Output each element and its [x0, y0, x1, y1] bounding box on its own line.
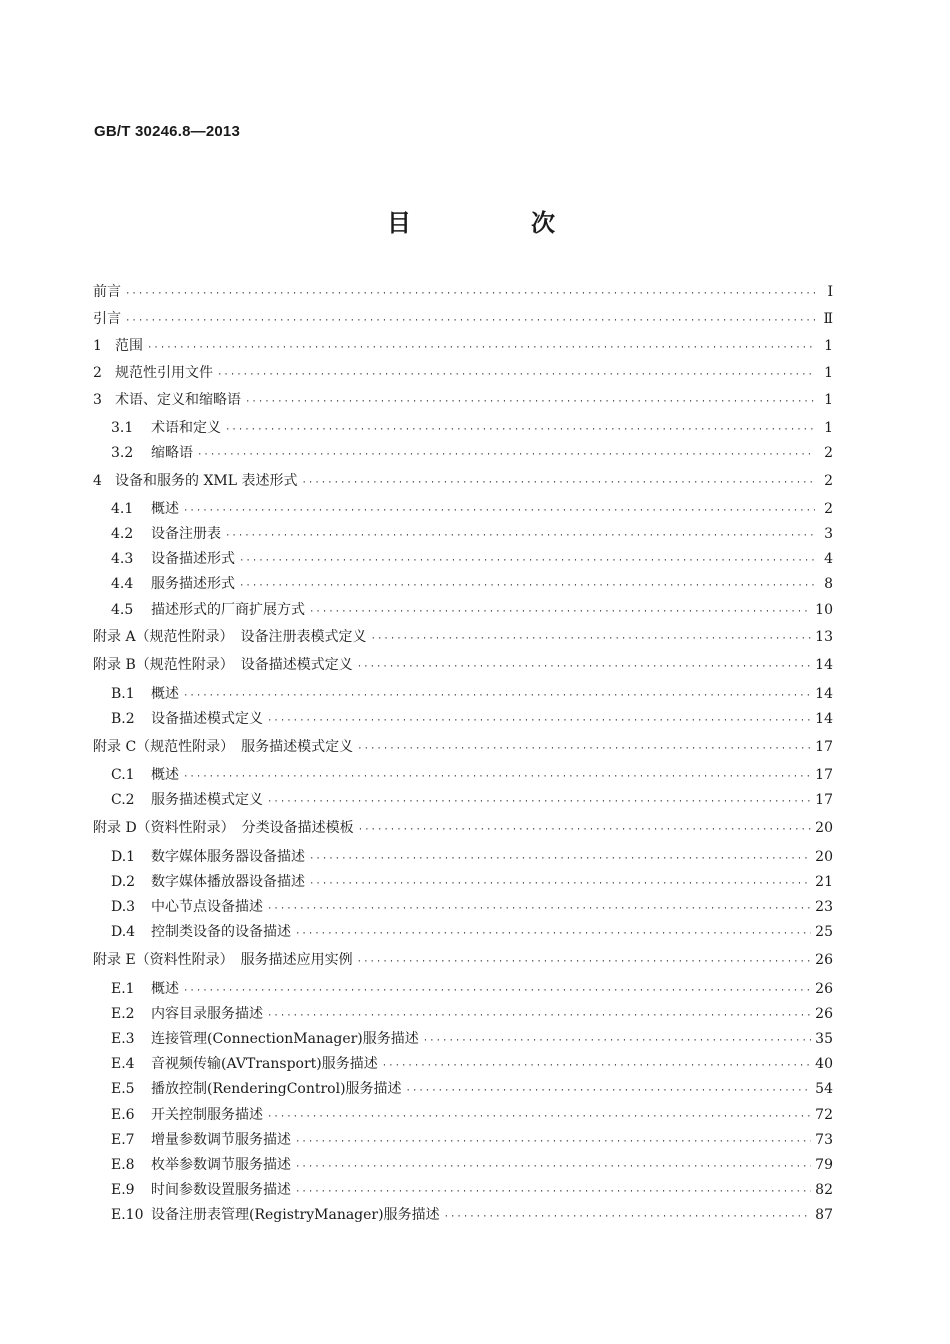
- toc-entry[interactable]: [93, 391, 833, 409]
- toc-entry[interactable]: [93, 1206, 833, 1224]
- toc-entry-page: Ⅱ: [823, 311, 833, 327]
- toc-entry-page: 26: [815, 1006, 833, 1022]
- toc-entry-title: 附录 A（规范性附录） 设备注册表模式定义: [93, 629, 367, 645]
- toc-entry-number: 3: [93, 392, 102, 408]
- toc-entry-title: 术语和定义: [151, 420, 221, 436]
- toc-entry-page: 23: [815, 899, 833, 915]
- toc-entry-number: E.8: [111, 1157, 135, 1173]
- toc-entry-title: 连接管理(ConnectionManager)服务描述: [151, 1031, 419, 1047]
- toc-entry-page: 14: [815, 657, 833, 673]
- toc-leader-dots: [295, 927, 811, 941]
- toc-entry-title: 中心节点设备描述: [151, 899, 263, 915]
- toc-leader-dots: [309, 852, 811, 866]
- toc-leader-dots: [125, 314, 815, 328]
- toc-entry-title: 开关控制服务描述: [151, 1107, 263, 1123]
- toc-leader-dots: [357, 660, 811, 674]
- toc-entry-title: 附录 D（资料性附录） 分类设备描述模板: [93, 820, 354, 836]
- toc-entry-page: 17: [815, 767, 833, 783]
- toc-entry-title: 数字媒体服务器设备描述: [151, 849, 305, 865]
- toc-entry[interactable]: [93, 710, 833, 728]
- toc-leader-dots: [382, 1059, 811, 1073]
- toc-entry-title: 概述: [151, 767, 179, 783]
- toc-entry-page: 17: [815, 792, 833, 808]
- toc-entry-number: E.7: [111, 1132, 135, 1148]
- toc-leader-dots: [309, 877, 811, 891]
- toc-entry-page: 14: [815, 711, 833, 727]
- toc-entry[interactable]: [93, 1080, 833, 1098]
- toc-entry[interactable]: [93, 1106, 833, 1124]
- toc-entry-title: 设备注册表: [151, 526, 221, 542]
- toc-entry[interactable]: [93, 364, 833, 382]
- toc-entry-title: 数字媒体播放器设备描述: [151, 874, 305, 890]
- toc-entry[interactable]: [93, 766, 833, 784]
- toc-leader-dots: [183, 504, 815, 518]
- toc-entry-page: 73: [815, 1132, 833, 1148]
- toc-entry[interactable]: [93, 791, 833, 809]
- toc-entry-title: 概述: [151, 981, 179, 997]
- toc-entry-number: E.5: [111, 1081, 135, 1097]
- toc-entry[interactable]: [93, 951, 833, 969]
- toc-entry-number: 4.5: [111, 602, 134, 618]
- toc-entry[interactable]: [93, 1005, 833, 1023]
- toc-entry[interactable]: [93, 500, 833, 518]
- toc-entry-page: 1: [824, 420, 833, 436]
- toc-entry-title: 音视频传输(AVTransport)服务描述: [151, 1056, 378, 1072]
- toc-leader-dots: [295, 1135, 811, 1149]
- toc-leader-dots: [267, 795, 811, 809]
- toc-leader-dots: [197, 448, 815, 462]
- toc-entry[interactable]: [93, 1131, 833, 1149]
- toc-leader-dots: [239, 554, 815, 568]
- toc-entry[interactable]: [93, 656, 833, 674]
- toc-entry-number: 4.1: [111, 501, 134, 517]
- toc-entry-number: C.1: [111, 767, 135, 783]
- toc-entry-title: 附录 C（规范性附录） 服务描述模式定义: [93, 739, 354, 755]
- toc-entry-number: E.3: [111, 1031, 135, 1047]
- toc-entry-title: 时间参数设置服务描述: [151, 1182, 291, 1198]
- toc-entry-number: 3.1: [111, 420, 134, 436]
- toc-entry-title: 内容目录服务描述: [151, 1006, 263, 1022]
- toc-entry-number: E.2: [111, 1006, 135, 1022]
- toc-entry-page: 1: [824, 392, 833, 408]
- toc-leader-dots: [147, 341, 815, 355]
- toc-entry-title: 枚举参数调节服务描述: [151, 1157, 291, 1173]
- toc-entry-title: 附录 E（资料性附录） 服务描述应用实例: [93, 952, 353, 968]
- toc-leader-dots: [423, 1034, 811, 1048]
- toc-entry[interactable]: [93, 898, 833, 916]
- toc-leader-dots: [245, 395, 815, 409]
- toc-entry-page: 2: [824, 473, 833, 489]
- toc-entry-page: 35: [815, 1031, 833, 1047]
- toc-leader-dots: [357, 955, 812, 969]
- toc-entry-title: 前言: [93, 284, 121, 300]
- toc-entry[interactable]: [93, 1030, 833, 1048]
- toc-entry-page: 26: [815, 952, 833, 968]
- toc-entry-title: 规范性引用文件: [115, 365, 213, 381]
- toc-entry-number: 1: [93, 338, 102, 354]
- toc-entry-page: 79: [815, 1157, 833, 1173]
- toc-entry-number: E.6: [111, 1107, 135, 1123]
- toc-entry-number: B.1: [111, 686, 135, 702]
- toc-entry-title: 引言: [93, 311, 121, 327]
- toc-leader-dots: [309, 605, 811, 619]
- toc-leader-dots: [239, 579, 815, 593]
- toc-entry-page: 2: [824, 445, 833, 461]
- toc-leader-dots: [183, 689, 811, 703]
- toc-entry[interactable]: [93, 873, 833, 891]
- toc-entry[interactable]: [93, 472, 833, 490]
- toc-leader-dots: [444, 1210, 812, 1224]
- toc-entry-page: 20: [815, 849, 833, 865]
- toc-leader-dots: [217, 368, 815, 382]
- toc-entry-page: 82: [815, 1182, 833, 1198]
- toc-entry-page: 1: [824, 365, 833, 381]
- toc-leader-dots: [406, 1084, 812, 1098]
- toc-entry-number: 3.2: [111, 445, 134, 461]
- toc-leader-dots: [302, 476, 816, 490]
- toc-entry-number: 4.3: [111, 551, 134, 567]
- toc-entry-number: C.2: [111, 792, 135, 808]
- toc-entry[interactable]: [93, 1055, 833, 1073]
- toc-entry-title: 范围: [115, 338, 143, 354]
- toc-entry-page: 17: [815, 739, 833, 755]
- toc-entry[interactable]: [93, 819, 833, 837]
- document-id: GB/T 30246.8—2013: [94, 123, 240, 140]
- toc-entry-page: 1: [824, 338, 833, 354]
- toc-entry-page: 40: [815, 1056, 833, 1072]
- toc-leader-dots: [267, 714, 811, 728]
- toc-entry-title: 设备和服务的 XML 表述形式: [115, 473, 298, 489]
- toc-title: 目 次: [387, 208, 603, 237]
- toc-entry-page: 54: [815, 1081, 833, 1097]
- toc-entry-number: E.10: [111, 1207, 144, 1223]
- toc-entry-title: 设备描述模式定义: [151, 711, 263, 727]
- toc-entry[interactable]: [93, 575, 833, 593]
- toc-entry-number: E.9: [111, 1182, 135, 1198]
- toc-entry-page: 14: [815, 686, 833, 702]
- toc-entry-title: 附录 B（规范性附录） 设备描述模式定义: [93, 657, 353, 673]
- toc-entry[interactable]: [93, 923, 833, 941]
- toc-entry[interactable]: [93, 337, 833, 355]
- toc-entry-number: D.2: [111, 874, 136, 890]
- toc-entry-title: 增量参数调节服务描述: [151, 1132, 291, 1148]
- toc-leader-dots: [267, 1009, 811, 1023]
- toc-entry-page: 25: [815, 924, 833, 940]
- toc-entry-number: D.4: [111, 924, 136, 940]
- toc-entry-title: 缩略语: [151, 445, 193, 461]
- toc-entry-page: 4: [824, 551, 833, 567]
- toc-leader-dots: [267, 902, 811, 916]
- toc-entry-title: 设备描述形式: [151, 551, 235, 567]
- toc-entry[interactable]: [93, 601, 833, 619]
- toc-entry-number: 4: [93, 473, 102, 489]
- toc-entry-number: 4.2: [111, 526, 134, 542]
- toc-leader-dots: [267, 1110, 811, 1124]
- toc-entry-page: 2: [824, 501, 833, 517]
- toc-leader-dots: [225, 423, 815, 437]
- toc-entry-page: 13: [815, 629, 833, 645]
- toc-leader-dots: [183, 984, 811, 998]
- toc-entry[interactable]: [93, 1181, 833, 1199]
- toc-entry[interactable]: [93, 628, 833, 646]
- toc-entry-number: E.4: [111, 1056, 135, 1072]
- toc-entry-page: 3: [824, 526, 833, 542]
- toc-entry-page: Ⅰ: [827, 284, 833, 300]
- toc-entry-page: 10: [815, 602, 833, 618]
- toc-entry-number: D.3: [111, 899, 136, 915]
- toc-entry-page: 20: [815, 820, 833, 836]
- toc-entry[interactable]: [93, 550, 833, 568]
- toc-entry-title: 设备注册表管理(RegistryManager)服务描述: [151, 1207, 440, 1223]
- toc-entry-number: 4.4: [111, 576, 134, 592]
- toc-entry-page: 21: [815, 874, 833, 890]
- toc-entry-title: 控制类设备的设备描述: [151, 924, 291, 940]
- toc-entry-page: 8: [824, 576, 833, 592]
- toc-entry-number: B.2: [111, 711, 135, 727]
- toc-entry-title: 概述: [151, 686, 179, 702]
- toc-leader-dots: [183, 770, 811, 784]
- toc-entry[interactable]: [93, 980, 833, 998]
- toc-entry[interactable]: [93, 1156, 833, 1174]
- toc-entry-page: 72: [815, 1107, 833, 1123]
- toc-entry[interactable]: [93, 685, 833, 703]
- toc-entry[interactable]: [93, 848, 833, 866]
- toc-entry-page: 26: [815, 981, 833, 997]
- toc-entry-number: 2: [93, 365, 102, 381]
- toc-entry-number: D.1: [111, 849, 136, 865]
- toc-entry-title: 播放控制(RenderingControl)服务描述: [151, 1081, 402, 1097]
- toc-entry-number: E.1: [111, 981, 135, 997]
- toc-entry-title: 服务描述形式: [151, 576, 235, 592]
- toc-entry[interactable]: [93, 419, 833, 437]
- toc-entry[interactable]: [93, 738, 833, 756]
- toc-entry-title: 服务描述模式定义: [151, 792, 263, 808]
- toc-entry[interactable]: [93, 310, 833, 328]
- toc-entry[interactable]: [93, 283, 833, 301]
- toc-leader-dots: [295, 1160, 811, 1174]
- toc-leader-dots: [125, 287, 815, 301]
- toc-leader-dots: [371, 632, 812, 646]
- toc-entry[interactable]: [93, 525, 833, 543]
- toc-leader-dots: [357, 742, 811, 756]
- toc-entry[interactable]: [93, 444, 833, 462]
- toc-entry-title: 描述形式的厂商扩展方式: [151, 602, 305, 618]
- toc-entry-page: 87: [815, 1207, 833, 1223]
- toc-entry-title: 概述: [151, 501, 179, 517]
- toc-leader-dots: [225, 529, 815, 543]
- toc-leader-dots: [358, 823, 811, 837]
- toc-entry-title: 术语、定义和缩略语: [115, 392, 241, 408]
- toc-leader-dots: [295, 1185, 811, 1199]
